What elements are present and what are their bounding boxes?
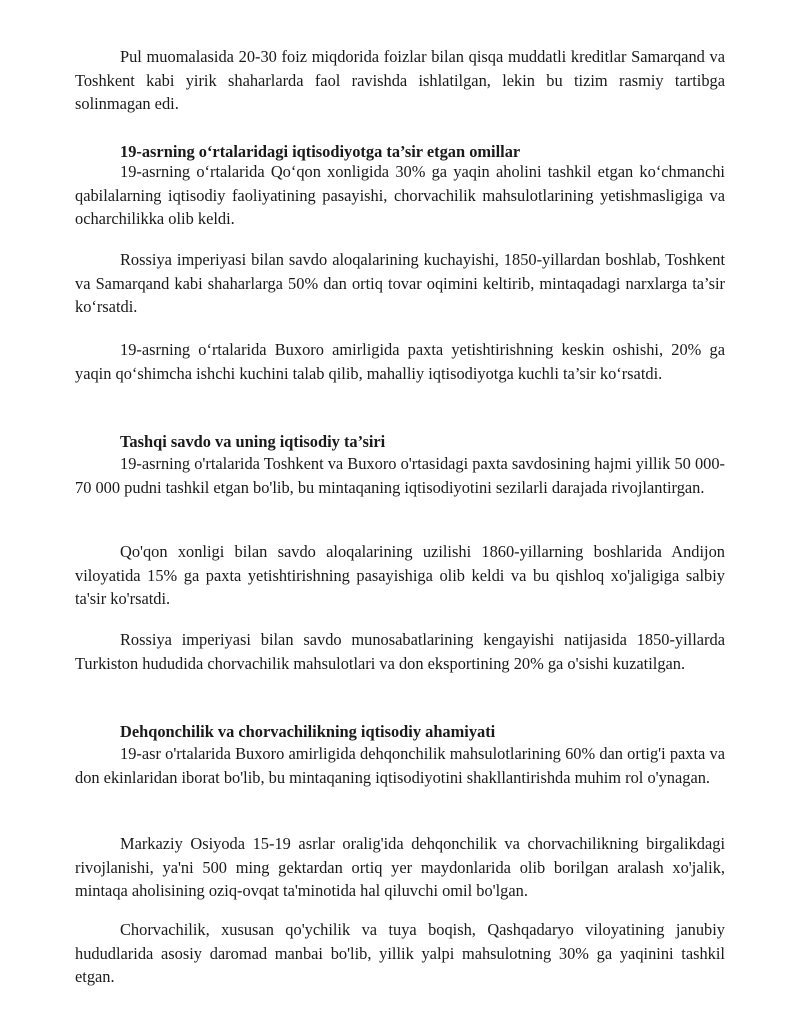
section-heading-factors: 19-asrning o‘rtalaridagi iqtisodiyotga ta’sir etgan omillar: [120, 142, 521, 161]
paragraph-livestock: Chorvachilik, xususan qo'ychilik va tuya boqish, Qashqadaryo viloyatining janubiy hududlarida asosiy daromad manbai bo'lib, yillik yalpi mahsulotning 30% ga yaqinini tashkil etgan.: [75, 920, 725, 986]
paragraph-kokand-trade: Qo'qon xonligi bilan savdo aloqalarining uzilishi 1860-yillarning boshlarida Andijon viloyatida 15% ga paxta yetishtirishning pasayishiga olib keldi va bu qishloq xo'jaligiga salbiy ta'sir ko'rsatdi.: [75, 542, 725, 608]
paragraph-bukhara-agriculture: 19-asr o'rtalarida Buxoro amirligida dehqonchilik mahsulotlarining 60% dan ortig'i paxta va don ekinlaridan iborat bo'lib, bu mintaqaning iqtisodiyotini shakllantirishda muhim rol o'ynagan.: [75, 744, 725, 787]
paragraph-cotton-trade-volume: 19-asrning o'rtalarida Toshkent va Buxoro o'rtasidagi paxta savdosining hajmi yillik 50 000-70 000 pudni tashkil etgan bo'lib, bu mintaqaning iqtisodiyotini sezilarli darajada rivojlantirgan.: [75, 454, 725, 497]
paragraph-credit: Pul muomalasida 20-30 foiz miqdorida foizlar bilan qisqa muddatli kreditlar Samarqand va Toshkent kabi yirik shaharlarda faol ravishda ishlatilgan, lekin bu tizim rasmiy tartibga solinmagan edi.: [75, 47, 725, 113]
section-heading-agriculture: Dehqonchilik va chorvachilikning iqtisodiy ahamiyati: [120, 722, 496, 741]
paragraph-turkestan-export: Rossiya imperiyasi bilan savdo munosabatlarining kengayishi natijasida 1850-yillarda Turkiston hududida chorvachilik mahsulotlari va don eksportining 20% ga o'sishi kuzatilgan.: [75, 630, 725, 673]
paragraph-nomads: 19-asrning o‘rtalarida Qo‘qon xonligida 30% ga yaqin aholini tashkil etgan ko‘chmanchi qabilalarning iqtisodiy faoliyatining pasayishi, chorvachilik mahsulotlarining yetishmasligiga va ocharchilikka olib keldi.: [75, 162, 725, 228]
section-heading-foreign-trade: Tashqi savdo va uning iqtisodiy ta’siri: [120, 432, 386, 451]
paragraph-bukhara-cotton: 19-asrning o‘rtalarida Buxoro amirligida paxta yetishtirishning keskin oshishi, 20% ga yaqin qo‘shimcha ishchi kuchini talab qilib, mahalliy iqtisodiyotga kuchli ta’sir ko‘rsatdi.: [75, 340, 725, 383]
paragraph-mixed-farming: Markaziy Osiyoda 15-19 asrlar oralig'ida dehqonchilik va chorvachilikning birgalikdagi rivojlanishi, ya'ni 500 ming gektardan ortiq yer maydonlarida olib borilgan aralash xo'jalik, mintaqa aholisining oziq-ovqat ta'minotida hal qiluvchi omil bo'lgan.: [75, 834, 725, 900]
paragraph-russia-trade: Rossiya imperiyasi bilan savdo aloqalarining kuchayishi, 1850-yillardan boshlab, Toshkent va Samarqand kabi shaharlarga 50% dan ortiq tovar oqimini keltirib, mintaqadagi narxlarga ta’sir ko‘rsatdi.: [75, 250, 725, 316]
